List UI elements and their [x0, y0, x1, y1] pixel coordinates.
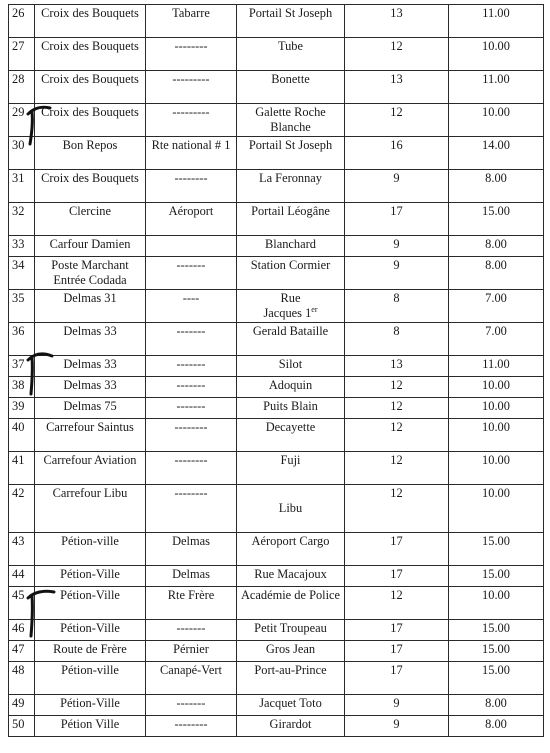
origin-cell: Pétion-Ville: [35, 695, 146, 716]
row-number: 42: [9, 485, 35, 533]
via-cell: Canapé-Vert: [146, 662, 237, 695]
distance-cell: 12: [345, 398, 449, 419]
via-cell: -------: [146, 323, 237, 356]
fare-cell: 10.00: [449, 398, 544, 419]
distance-cell: 17: [345, 641, 449, 662]
destination-cell: Gerald Bataille: [237, 323, 345, 356]
origin-cell: Pétion-Ville: [35, 587, 146, 620]
destination-cell: Petit Troupeau: [237, 620, 345, 641]
row-number: 28: [9, 71, 35, 104]
via-cell: Aéroport: [146, 203, 237, 236]
distance-cell: 8: [345, 323, 449, 356]
destination-line-1: Rue: [280, 291, 301, 305]
table-row: [9, 566, 544, 587]
origin-cell: Pétion Ville: [35, 716, 146, 737]
destination-cell: [237, 290, 345, 323]
origin-cell: Carrefour Libu: [35, 485, 146, 533]
via-cell: --------: [146, 452, 237, 485]
fare-cell: 11.00: [449, 5, 544, 38]
via-cell: -------: [146, 377, 237, 398]
origin-cell: Croix des Bouquets: [35, 104, 146, 137]
destination-cell: Adoquin: [237, 377, 345, 398]
destination-cell: Tube: [237, 38, 345, 71]
origin-cell: Carrefour Aviation: [35, 452, 146, 485]
row-number: 26: [9, 5, 35, 38]
destination-cell: Station Cormier: [237, 257, 345, 290]
route-fare-table: [8, 4, 544, 737]
via-cell: Rte Frère: [146, 587, 237, 620]
row-number: 30: [9, 137, 35, 170]
origin-cell: Poste Marchant Entrée Codada: [35, 257, 146, 290]
destination-cell: Girardot: [237, 716, 345, 737]
table-row: [9, 452, 544, 485]
distance-cell: 13: [345, 71, 449, 104]
row-number: 33: [9, 236, 35, 257]
origin-cell: Delmas 75: [35, 398, 146, 419]
distance-cell: 17: [345, 662, 449, 695]
origin-cell: Carfour Damien: [35, 236, 146, 257]
table-row: [9, 71, 544, 104]
table-row: [9, 398, 544, 419]
origin-cell: Pétion-Ville: [35, 566, 146, 587]
destination-cell: Académie de Police: [237, 587, 345, 620]
row-number: 49: [9, 695, 35, 716]
fare-cell: 8.00: [449, 257, 544, 290]
distance-cell: 9: [345, 170, 449, 203]
distance-cell: 9: [345, 257, 449, 290]
destination-cell: Portail St Joseph: [237, 137, 345, 170]
table-row: [9, 170, 544, 203]
destination-cell: La Feronnay: [237, 170, 345, 203]
origin-cell: Delmas 33: [35, 323, 146, 356]
distance-cell: 12: [345, 38, 449, 71]
origin-cell: Pétion-Ville: [35, 620, 146, 641]
distance-cell: 12: [345, 587, 449, 620]
fare-cell: 8.00: [449, 236, 544, 257]
destination-cell: Silot: [237, 356, 345, 377]
distance-cell: 12: [345, 419, 449, 452]
table-row: [9, 485, 544, 533]
distance-cell: 12: [345, 452, 449, 485]
distance-cell: 17: [345, 203, 449, 236]
via-cell: ---------: [146, 104, 237, 137]
pen-mark: [24, 346, 64, 396]
destination-cell: Decayette: [237, 419, 345, 452]
origin-cell: Croix des Bouquets: [35, 71, 146, 104]
fare-cell: 15.00: [449, 203, 544, 236]
pen-mark: [24, 582, 64, 638]
distance-cell: 9: [345, 695, 449, 716]
origin-cell: Pétion-ville: [35, 533, 146, 566]
via-cell: --------: [146, 419, 237, 452]
origin-cell: Pétion-ville: [35, 662, 146, 695]
row-number: 46: [9, 620, 35, 641]
via-cell: --------: [146, 38, 237, 71]
destination-cell: Port-au-Prince: [237, 662, 345, 695]
table-row: [9, 236, 544, 257]
destination-cell: Blanchard: [237, 236, 345, 257]
row-number: 50: [9, 716, 35, 737]
fare-cell: 10.00: [449, 104, 544, 137]
distance-cell: 17: [345, 566, 449, 587]
origin-cell: Route de Frère: [35, 641, 146, 662]
distance-cell: 17: [345, 533, 449, 566]
table-row: [9, 356, 544, 377]
destination-cell: Libu: [237, 485, 345, 533]
table-row: [9, 716, 544, 737]
fare-cell: 10.00: [449, 419, 544, 452]
destination-cell: Bonette: [237, 71, 345, 104]
via-cell: -------: [146, 356, 237, 377]
via-cell: -------: [146, 620, 237, 641]
via-cell: -------: [146, 257, 237, 290]
row-number: 27: [9, 38, 35, 71]
table-row: [9, 533, 544, 566]
fare-cell: 15.00: [449, 566, 544, 587]
destination-cell: Portail St Joseph: [237, 5, 345, 38]
via-cell: [146, 236, 237, 257]
via-cell: Pérnier: [146, 641, 237, 662]
row-number: 34: [9, 257, 35, 290]
table-row: [9, 620, 544, 641]
distance-cell: 9: [345, 716, 449, 737]
table-row: [9, 695, 544, 716]
row-number: 29: [9, 104, 35, 137]
via-cell: Delmas: [146, 533, 237, 566]
table-row: [9, 587, 544, 620]
via-cell: -------: [146, 398, 237, 419]
table-row: [9, 641, 544, 662]
row-number: 48: [9, 662, 35, 695]
origin-cell: Carrefour Saintus: [35, 419, 146, 452]
destination-line-2: Jacques 1: [263, 306, 312, 320]
distance-cell: 8: [345, 290, 449, 323]
via-cell: -------: [146, 695, 237, 716]
row-number: 43: [9, 533, 35, 566]
table-row: [9, 5, 544, 38]
destination-cell: Galette Roche Blanche: [237, 104, 345, 137]
via-cell: --------: [146, 485, 237, 533]
fare-cell: 7.00: [449, 323, 544, 356]
origin-cell: Delmas 31: [35, 290, 146, 323]
table-row: [9, 662, 544, 695]
table-row: [9, 257, 544, 290]
destination-cell: Portail Léogâne: [237, 203, 345, 236]
origin-cell: Croix des Bouquets: [35, 5, 146, 38]
fare-cell: 8.00: [449, 695, 544, 716]
table-row: [9, 323, 544, 356]
origin-cell: Delmas 33: [35, 356, 146, 377]
table-row: [9, 137, 544, 170]
fare-cell: 14.00: [449, 137, 544, 170]
fare-cell: 10.00: [449, 38, 544, 71]
origin-cell: Clercine: [35, 203, 146, 236]
distance-cell: 9: [345, 236, 449, 257]
fare-cell: 8.00: [449, 716, 544, 737]
fare-cell: 15.00: [449, 620, 544, 641]
distance-cell: 13: [345, 5, 449, 38]
destination-cell: Jacquet Toto: [237, 695, 345, 716]
via-cell: --------: [146, 716, 237, 737]
via-cell: ---------: [146, 71, 237, 104]
fare-cell: 8.00: [449, 170, 544, 203]
destination-cell: Puits Blain: [237, 398, 345, 419]
via-cell: Tabarre: [146, 5, 237, 38]
row-number: 40: [9, 419, 35, 452]
row-number: 47: [9, 641, 35, 662]
row-number: 35: [9, 290, 35, 323]
fare-cell: 11.00: [449, 71, 544, 104]
distance-cell: 12: [345, 485, 449, 533]
fare-cell: 7.00: [449, 290, 544, 323]
destination-cell: Fuji: [237, 452, 345, 485]
table-row: [9, 203, 544, 236]
row-number: 36: [9, 323, 35, 356]
via-cell: Delmas: [146, 566, 237, 587]
distance-cell: 13: [345, 356, 449, 377]
fare-cell: 15.00: [449, 533, 544, 566]
distance-cell: 17: [345, 620, 449, 641]
row-number: 38: [9, 377, 35, 398]
fare-cell: 10.00: [449, 452, 544, 485]
ordinal-suffix: er: [311, 304, 318, 314]
origin-cell: Croix des Bouquets: [35, 170, 146, 203]
origin-cell: Bon Repos: [35, 137, 146, 170]
via-cell: --------: [146, 170, 237, 203]
destination-cell: Rue Macajoux: [237, 566, 345, 587]
origin-cell: Croix des Bouquets: [35, 38, 146, 71]
origin-cell: Delmas 33: [35, 377, 146, 398]
table-row: [9, 104, 544, 137]
distance-cell: 12: [345, 377, 449, 398]
fare-cell: 15.00: [449, 641, 544, 662]
fare-cell: 10.00: [449, 587, 544, 620]
destination-cell: Aéroport Cargo: [237, 533, 345, 566]
row-number: 37: [9, 356, 35, 377]
fare-cell: 11.00: [449, 356, 544, 377]
table-row: [9, 419, 544, 452]
distance-cell: 12: [345, 104, 449, 137]
via-cell: Rte national # 1: [146, 137, 237, 170]
fare-cell: 10.00: [449, 485, 544, 533]
row-number: 31: [9, 170, 35, 203]
destination-cell: Gros Jean: [237, 641, 345, 662]
table-row: [9, 290, 544, 323]
row-number: 45: [9, 587, 35, 620]
fare-cell: 10.00: [449, 377, 544, 398]
row-number: 39: [9, 398, 35, 419]
row-number: 32: [9, 203, 35, 236]
table-row: [9, 377, 544, 398]
row-number: 41: [9, 452, 35, 485]
pen-mark: [24, 96, 64, 146]
table-row: [9, 38, 544, 71]
via-cell: ----: [146, 290, 237, 323]
fare-cell: 15.00: [449, 662, 544, 695]
distance-cell: 16: [345, 137, 449, 170]
row-number: 44: [9, 566, 35, 587]
